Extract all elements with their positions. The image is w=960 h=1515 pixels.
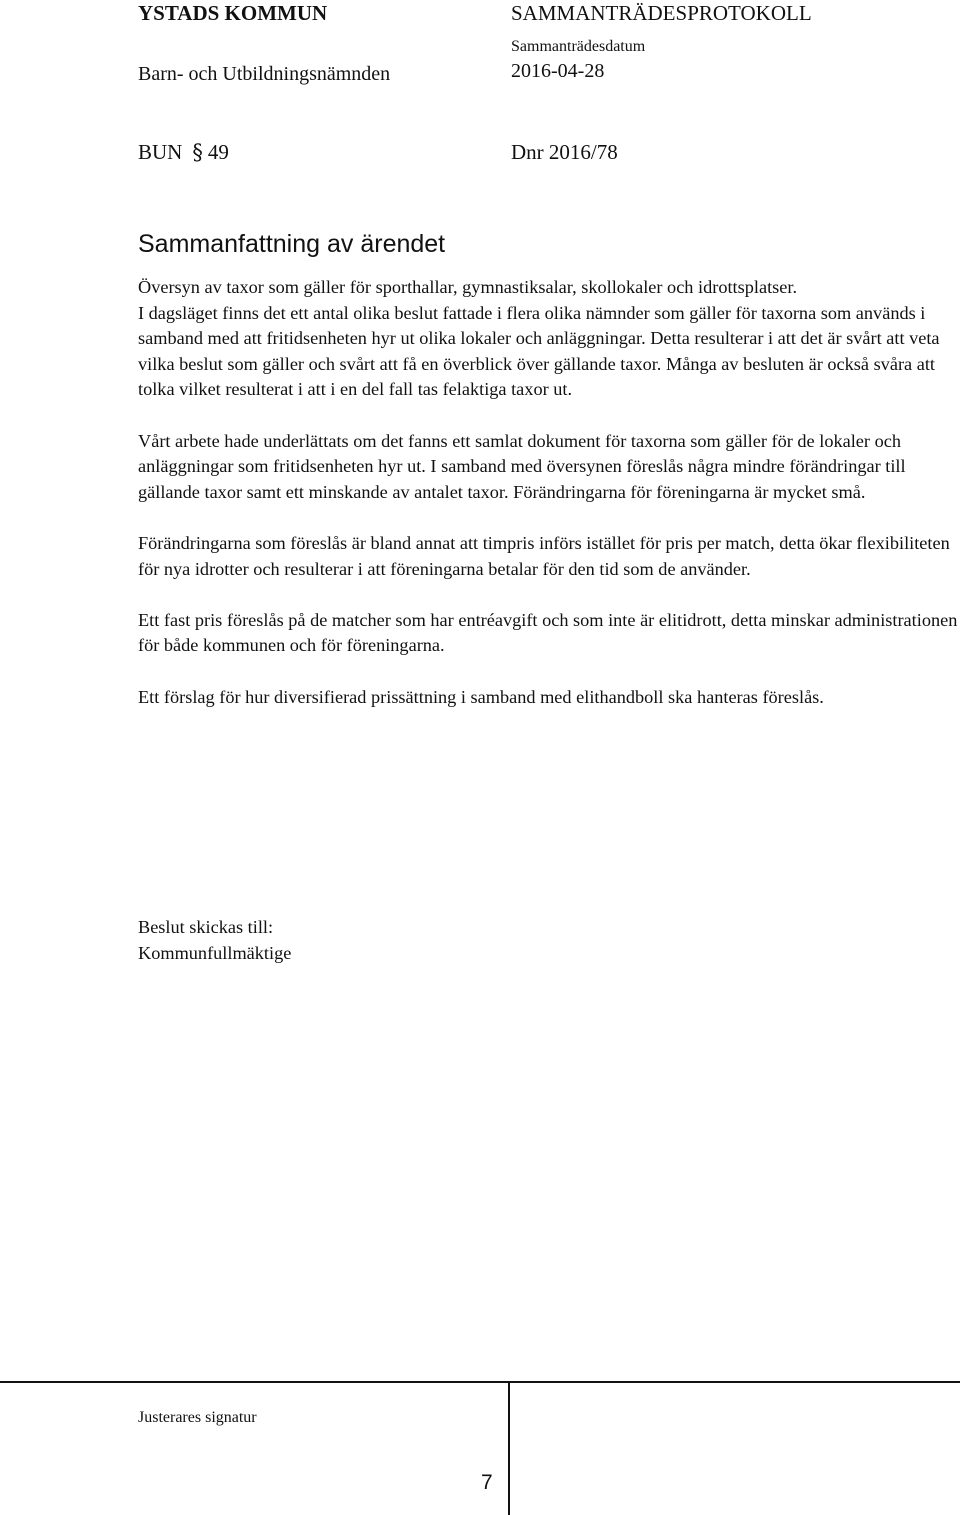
- footer-divider: [0, 1381, 960, 1383]
- footer-column-divider: [508, 1381, 510, 1515]
- summary-paragraph: Ett förslag för hur diversifierad prissättning i samband med elithandboll ska hanteras föreslås.: [138, 686, 824, 707]
- decision-distribution: [138, 914, 291, 966]
- summary-lead: Översyn av taxor som gäller för sporthallar, gymnastiksalar, skollokaler och idrottsplatser.: [138, 277, 798, 297]
- case-section: [138, 140, 229, 165]
- summary-paragraph: I dagsläget finns det ett antal olika beslut fattade i flera olika nämnder som gäller för taxorna som används i samband med att fritidsenheten hyr ut olika lokaler och anläggningar. Detta resulterar i att det är svårt att veta vilka beslut som gäller och svårt att få en överblick över gällande taxor. Många av besluten är också svåra att tolka vilket resulterat i att i en del fall tas felaktiga taxor ut.: [138, 302, 940, 400]
- case-number: 49: [207, 140, 229, 164]
- section-symbol: §: [192, 140, 203, 164]
- summary-body: [138, 275, 960, 736]
- summary-paragraph: Vårt arbete hade underlättats om det fanns ett samlat dokument för taxorna som gäller för de lokaler och anläggningar som fritidsenheten hyr ut. I samband med översynen föreslås några mindre förändringar till gällande taxor samt ett minskande av antalet taxor. Förändringarna för föreningarna är mycket små.: [138, 430, 906, 502]
- signature-label: Justerares signatur: [138, 1409, 257, 1426]
- sent-to-label: Beslut skickas till:: [138, 917, 274, 937]
- summary-paragraph: Förändringarna som föreslås är bland annat att timpris införs istället för pris per match, detta ökar flexibiliteten för nya idrotter och resulterar i att föreningarna betalar för den tid som de använder.: [138, 532, 950, 579]
- case-prefix: BUN: [138, 140, 183, 164]
- document-type: SAMMANTRÄDESPROTOKOLL: [511, 1, 812, 25]
- organization-name: YSTADS KOMMUN: [138, 1, 328, 25]
- recipient: Kommunfullmäktige: [138, 943, 292, 963]
- diary-number: Dnr 2016/78: [511, 140, 618, 164]
- page-number: 7: [481, 1471, 493, 1494]
- summary-paragraph: Ett fast pris föreslås på de matcher som har entréavgift och som inte är elitidrott, detta minskar administrationen för både kommunen och för föreningarna.: [138, 609, 958, 656]
- meeting-date-label: Sammanträdesdatum: [511, 38, 646, 55]
- committee-name: Barn- och Utbildningsnämnden: [138, 63, 391, 85]
- summary-heading: Sammanfattning av ärendet: [138, 230, 446, 258]
- meeting-date-value: 2016-04-28: [511, 60, 605, 82]
